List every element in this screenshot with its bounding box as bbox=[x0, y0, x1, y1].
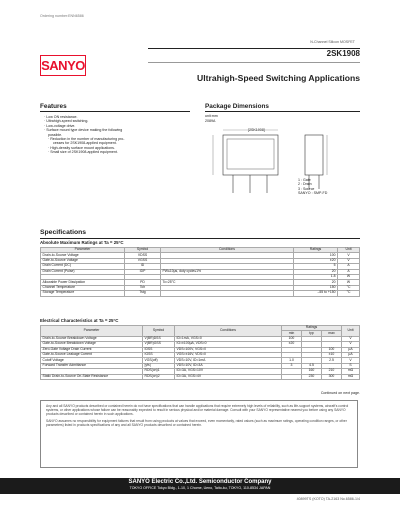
col-parameter: Parameter bbox=[41, 326, 143, 337]
cell bbox=[161, 291, 294, 296]
col-ratings: Ratings bbox=[294, 248, 338, 253]
cell: Forward Transfer Admittance bbox=[41, 363, 143, 368]
cell: Tch bbox=[125, 285, 161, 290]
cell: VDS=100V, VGS=0 bbox=[175, 347, 282, 352]
cell: V bbox=[342, 342, 360, 347]
col-conditions: Conditions bbox=[161, 248, 294, 253]
abs-max-table bbox=[40, 247, 360, 297]
package-note: SANYO : SMP-FD bbox=[298, 191, 328, 196]
cell: VGSS bbox=[125, 258, 161, 263]
cell: IDSS bbox=[143, 347, 175, 352]
title-rule bbox=[148, 62, 360, 63]
table-row bbox=[41, 374, 360, 379]
feature-item: · Reduction in the number of manufacturing pro- bbox=[48, 137, 125, 142]
cell: V(BR)DSS bbox=[143, 336, 175, 341]
col-ratings-group: Ratings bbox=[282, 326, 342, 331]
footer-address: TOKYO OFFICE Tokyo Bldg., 1-10, 1 Chome, Ueno, Taito-ku, TOKYO, 110-8534 JAPAN bbox=[129, 486, 271, 490]
cell: Storage Temperature bbox=[41, 291, 125, 296]
feature-item: possible. bbox=[48, 132, 63, 137]
cell: S bbox=[342, 363, 360, 368]
cell: μA bbox=[342, 347, 360, 352]
cell: ±10 bbox=[322, 352, 342, 357]
cell: V bbox=[338, 258, 360, 263]
continued-note: Continued on next page. bbox=[320, 391, 360, 395]
document-title: Ultrahigh-Speed Switching Applications bbox=[197, 73, 360, 83]
cell: 2.5 bbox=[322, 358, 342, 363]
cell: 300 bbox=[322, 374, 342, 379]
cell: 20 bbox=[294, 280, 338, 285]
cell: A bbox=[338, 269, 360, 274]
cell: Tc=25°C bbox=[161, 280, 294, 285]
cell: Gate-to-Source Leakage Current bbox=[41, 352, 143, 357]
package-rule bbox=[205, 111, 360, 112]
feature-item: · Ultrahigh-speed switching. bbox=[44, 119, 89, 124]
ordering-number: Ordering number:ENN6586 bbox=[40, 14, 84, 18]
feature-item: cesses for 2SK1908-applied equipment. bbox=[53, 141, 117, 146]
col-conditions: Conditions bbox=[175, 326, 282, 337]
cell: Gate-to-Source Voltage bbox=[41, 258, 125, 263]
col-unit: Unit bbox=[342, 326, 360, 337]
pin-drain: 2 : Drain bbox=[298, 182, 312, 187]
col-parameter: Parameter bbox=[41, 248, 125, 253]
cell: VDSS bbox=[125, 253, 161, 258]
cell: IG=±100μA, VDS=0 bbox=[175, 342, 282, 347]
cell: ±20 bbox=[282, 342, 302, 347]
cell: ID=1mA, VGS=0 bbox=[175, 336, 282, 341]
package-label: [2SK1908] bbox=[248, 128, 265, 132]
feature-item: · Surface mount type device making the following bbox=[44, 128, 123, 133]
cell: 1.8 bbox=[294, 274, 338, 279]
cell: RDS(on)1 bbox=[143, 369, 175, 374]
cell: PD bbox=[125, 280, 161, 285]
cell: VGS=±16V, VDS=0 bbox=[175, 352, 282, 357]
cell: μA bbox=[342, 352, 360, 357]
cell: VDS=10V, ID=1mA bbox=[175, 358, 282, 363]
feature-item: · High-density surface mount applications. bbox=[48, 145, 115, 150]
disclaimer-paragraph: Any and all SANYO products described or contained herein do not have specifications that can handle applications that require extremely high levels of reliability, such as life-support systems, aircraft's control systems, or other applications whose failure can be reasonably expected to result in serious physical and/or material damage. Consult with your SANYO representative nearest you before using any SANYO products described or contained herein in such applications. bbox=[46, 404, 349, 417]
cell: –55 to +150 bbox=[294, 291, 338, 296]
cell: 100 bbox=[294, 253, 338, 258]
cell: 150 bbox=[294, 285, 338, 290]
cell: Drain-to-Source Breakdown Voltage bbox=[41, 336, 143, 341]
cell: W bbox=[338, 274, 360, 279]
electrical-title: Electrical Characteristics at Ta = 25°C bbox=[40, 318, 119, 323]
cell: W bbox=[338, 280, 360, 285]
col-max: max bbox=[322, 331, 342, 336]
cell: 210 bbox=[322, 369, 342, 374]
disclaimer-paragraph: SANYO assumes no responsibility for equipment failures that result from using products at values that exceed, even momentarily, rated values (such as maximum ratings, operating condition ranges, or other parameters) listed in products specifications of any and all SANYO products described or contained herein. bbox=[46, 419, 347, 428]
package-heading: Package Dimensions bbox=[205, 103, 269, 110]
cell: 100 bbox=[282, 336, 302, 341]
sanyo-logo: SANYO bbox=[40, 55, 86, 76]
cell: VGS(off) bbox=[143, 358, 175, 363]
cell: Drain Current (Pulse) bbox=[41, 269, 125, 274]
cell bbox=[282, 374, 302, 379]
cell: 4.5 bbox=[302, 363, 322, 368]
col-typ: typ bbox=[302, 331, 322, 336]
cell: Channel Temperature bbox=[41, 285, 125, 290]
cell: 230 bbox=[302, 374, 322, 379]
cell: Cutoff Voltage bbox=[41, 358, 143, 363]
cell: Allowable Power Dissipation bbox=[41, 280, 125, 285]
footer-company: SANYO Electric Co.,Ltd. Semiconductor Company bbox=[128, 479, 272, 485]
cell: V bbox=[342, 336, 360, 341]
cell: ID=3A, VGS=4V bbox=[175, 374, 282, 379]
cell: PW≤10μs, duty cycle≤1% bbox=[161, 269, 294, 274]
footer-code: 40899TS (KOTO) TA-2163 No.6586-1/4 bbox=[296, 497, 360, 501]
package-unit: unit:mm bbox=[205, 114, 218, 118]
cell: Zero-Gate Voltage Drain Current bbox=[41, 347, 143, 352]
cell: Drain-to-Source Voltage bbox=[41, 253, 125, 258]
feature-item: · Low-voltage drive. bbox=[44, 123, 76, 128]
feature-item: · Small size of 2SK1908-applied equipment. bbox=[48, 150, 118, 155]
cell: 1.0 bbox=[282, 358, 302, 363]
cell: °C bbox=[338, 285, 360, 290]
cell: 5 bbox=[294, 264, 338, 269]
cell: ID=3A, VGS=10V bbox=[175, 369, 282, 374]
cell: 100 bbox=[322, 347, 342, 352]
pin-gate: 1 : Gate bbox=[298, 178, 311, 182]
cell: VDS=10V, ID=3A bbox=[175, 363, 282, 368]
table-row bbox=[41, 291, 360, 296]
col-min: min bbox=[282, 331, 302, 336]
pin-source: 3 : Source bbox=[298, 186, 315, 191]
cell: RDS(on)2 bbox=[143, 374, 175, 379]
cell: 3 bbox=[282, 363, 302, 368]
part-number: 2SK1908 bbox=[326, 49, 360, 58]
type-line: N-Channel Silicon MOSFET bbox=[310, 40, 355, 44]
features-list bbox=[44, 115, 194, 155]
cell: V bbox=[342, 358, 360, 363]
col-symbol: Symbol bbox=[143, 326, 175, 337]
cell: IDP bbox=[125, 269, 161, 274]
cell: ID bbox=[125, 264, 161, 269]
package-code: 2089A bbox=[205, 119, 216, 123]
specifications-rule bbox=[40, 238, 360, 239]
package-pins bbox=[298, 178, 358, 196]
disclaimer-box bbox=[40, 400, 358, 468]
feature-item: · Low ON resistance. bbox=[44, 115, 78, 119]
cell: ±20 bbox=[294, 258, 338, 263]
features-rule bbox=[40, 111, 190, 112]
col-unit: Unit bbox=[338, 248, 360, 253]
cell: Gate-to-Source Breakdown Voltage bbox=[41, 342, 143, 347]
cell: 20 bbox=[294, 269, 338, 274]
footer-bar bbox=[0, 478, 400, 494]
cell: Drain Current (DC) bbox=[41, 264, 125, 269]
abs-max-title: Absolute Maximum Ratings at Ta = 25°C bbox=[40, 240, 124, 245]
cell: Tstg bbox=[125, 291, 161, 296]
cell: A bbox=[338, 264, 360, 269]
cell: mΩ bbox=[342, 374, 360, 379]
cell: |yfs| bbox=[143, 363, 175, 368]
cell: 160 bbox=[302, 369, 322, 374]
cell: Static Drain-to-Source On-State Resistance bbox=[41, 374, 143, 379]
features-heading: Features bbox=[40, 103, 67, 110]
cell: mΩ bbox=[342, 369, 360, 374]
col-symbol: Symbol bbox=[125, 248, 161, 253]
cell: V bbox=[338, 253, 360, 258]
cell: IGSS bbox=[143, 352, 175, 357]
cell: V(BR)GSS bbox=[143, 342, 175, 347]
electrical-table bbox=[40, 325, 360, 380]
cell: °C bbox=[338, 291, 360, 296]
specifications-heading: Specifications bbox=[40, 229, 87, 236]
